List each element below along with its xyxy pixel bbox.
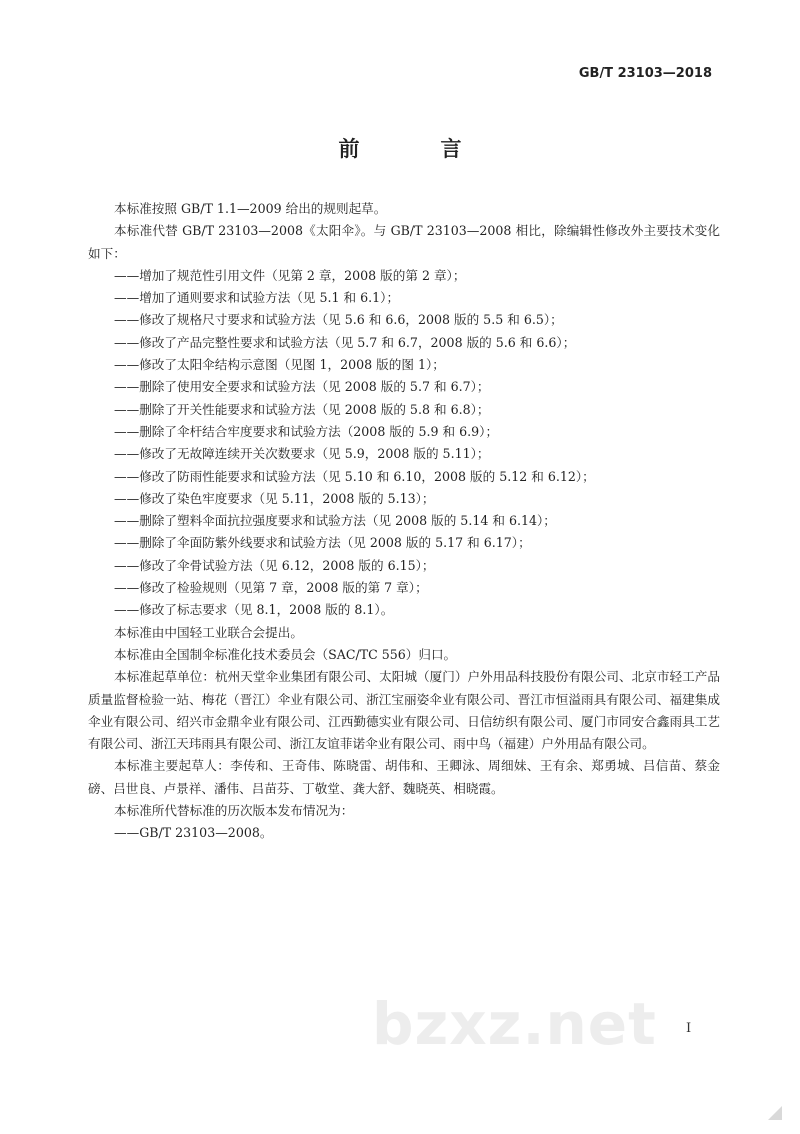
paragraph-drafters: 本标准主要起草人：李传和、王奇伟、陈晓雷、胡伟和、王卿泳、周细妹、王有余、郑勇城、吕信苗、蔡金磅、吕世良、卢景祥、潘伟、吕苗芬、丁敬堂、龚大舒、魏晓英、相晓霞。 [88, 758, 720, 796]
list-item: ——修改了无故障连续开关次数要求（见 5.9，2008 版的 5.11）； [114, 446, 490, 462]
page-title: 前 言 [338, 137, 492, 161]
foreword-body [88, 198, 720, 845]
paragraph-history-intro: 本标准所代替标准的历次版本发布情况为： [114, 803, 354, 819]
list-item: ——修改了产品完整性要求和试验方法（见 5.7 和 6.7，2008 版的 5.6 和 6.6）； [114, 334, 576, 350]
list-item: ——删除了开关性能要求和试验方法（见 2008 版的 5.8 和 6.8）； [114, 401, 490, 417]
list-item: ——删除了伞面防紫外线要求和试验方法（见 2008 版的 5.17 和 6.17）； [114, 535, 531, 551]
changes-list [88, 265, 720, 622]
list-item: ——删除了使用安全要求和试验方法（见 2008 版的 5.7 和 6.7）； [114, 379, 490, 395]
watermark: bzxz.net [372, 990, 657, 1058]
list-item: ——修改了伞骨试验方法（见 6.12，2008 版的 6.15）； [114, 557, 435, 573]
history-item: ——GB/T 23103—2008。 [114, 825, 273, 841]
standard-code: GB/T 23103—2018 [578, 66, 712, 81]
paragraph-drafting-units: 本标准起草单位：杭州天堂伞业集团有限公司、太阳城（厦门）户外用品科技股份有限公司、北京市轻工产品质量监督检验一站、梅花（晋江）伞业有限公司、浙江宝丽姿伞业有限公司、晋江市恒溢雨具有限公司、福建集成伞业有限公司、绍兴市金鼎伞业有限公司、江西勤德实业有限公司、日信纺织有限公司、厦门市同安合鑫雨具工艺有限公司、浙江天玮雨具有限公司、浙江友谊菲诺伞业有限公司、雨中鸟（福建）户外用品有限公司。 [88, 669, 720, 752]
list-item: ——修改了规格尺寸要求和试验方法（见 5.6 和 6.6，2008 版的 5.5 和 6.5）； [114, 312, 563, 328]
list-item: ——修改了太阳伞结构示意图（见图 1，2008 版的图 1）； [114, 357, 445, 373]
list-item: ——删除了塑料伞面抗拉强度要求和试验方法（见 2008 版的 5.14 和 6.14）； [114, 513, 556, 529]
list-item: ——增加了通则要求和试验方法（见 5.1 和 6.1）； [114, 290, 400, 306]
paragraph-replacement: 本标准代替 GB/T 23103—2008《太阳伞》。与 GB/T 23103—2008 相比，除编辑性修改外主要技术变化如下： [88, 223, 720, 261]
list-item: ——修改了染色牢度要求（见 5.11，2008 版的 5.13）； [114, 490, 435, 506]
page-curl-icon [768, 1106, 782, 1120]
paragraph-drafting-rules: 本标准按照 GB/T 1.1—2009 给出的规则起草。 [114, 201, 387, 216]
list-item: ——删除了伞杆结合牢度要求和试验方法（2008 版的 5.9 和 6.9）； [114, 423, 499, 439]
list-item: ——修改了防雨性能要求和试验方法（见 5.10 和 6.10，2008 版的 5.12 和 6.12）； [114, 468, 595, 484]
list-item: ——修改了检验规则（见第 7 章，2008 版的第 7 章）； [114, 580, 428, 596]
paragraph-proposed-by: 本标准由中国轻工业联合会提出。 [114, 624, 303, 640]
list-item: ——修改了标志要求（见 8.1，2008 版的 8.1）。 [114, 602, 394, 618]
page-number: I [686, 1021, 692, 1036]
paragraph-committee: 本标准由全国制伞标准化技术委员会（SAC/TC 556）归口。 [114, 646, 457, 662]
list-item: ——增加了规范性引用文件（见第 2 章，2008 版的第 2 章）； [114, 267, 466, 283]
